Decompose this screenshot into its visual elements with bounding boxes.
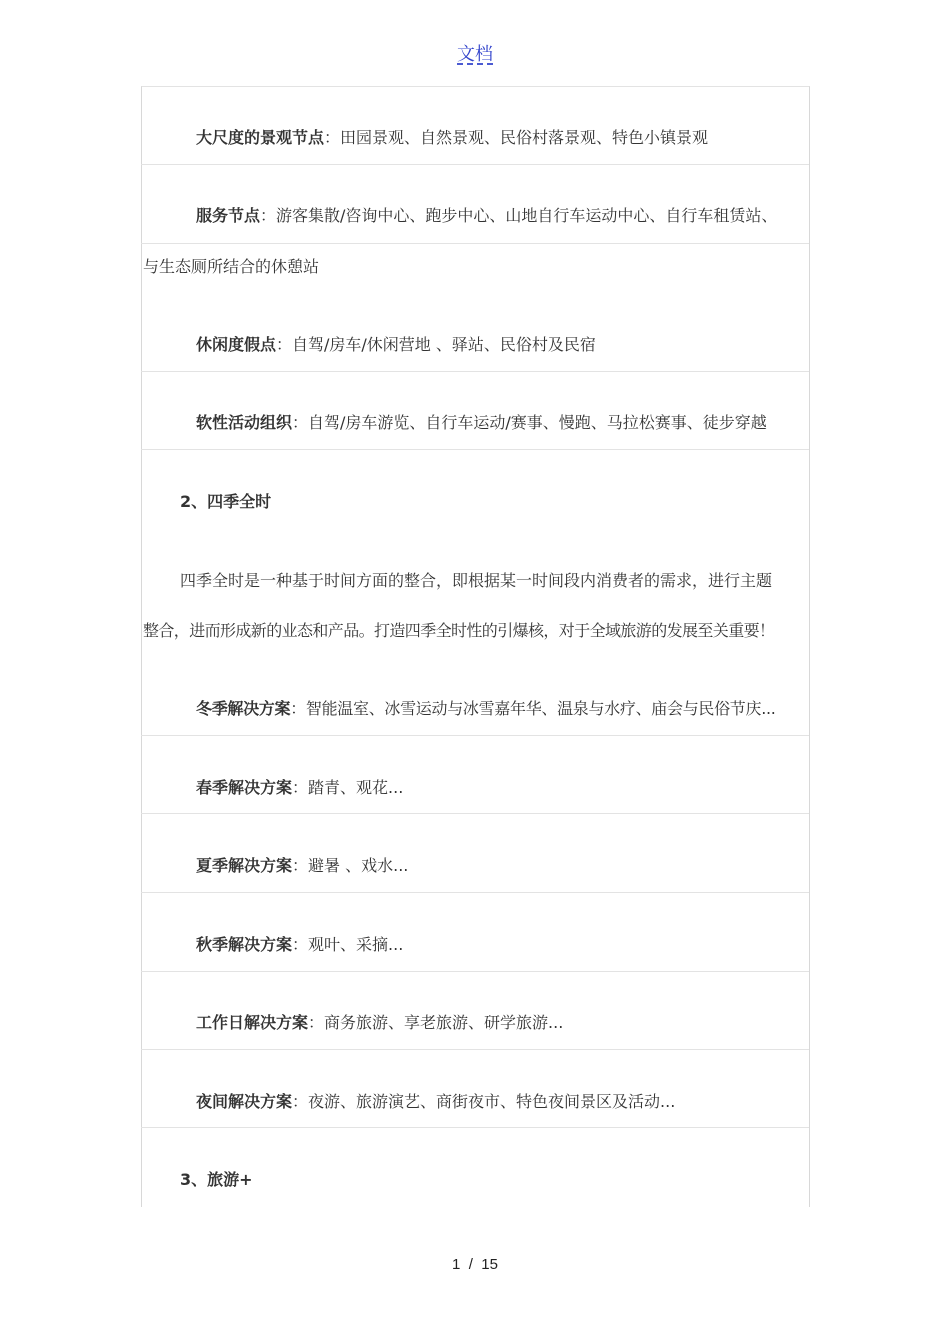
list-item-continuation: 与生态厕所结合的休憩站 <box>143 257 320 276</box>
section-heading: 3、旅游+ <box>180 1170 253 1189</box>
list-item: 夏季解决方案：避暑 、戏水... <box>196 856 409 875</box>
divider <box>141 1127 809 1128</box>
list-item: 冬季解决方案：智能温室、冰雪运动与冰雪嘉年华、温泉与水疗、庙会与民俗节庆... <box>196 699 776 718</box>
header-title-link[interactable]: 文档 <box>457 44 493 65</box>
content-frame <box>141 86 810 1207</box>
list-item: 大尺度的景观节点：田园景观、自然景观、民俗村落景观、特色小镇景观 <box>196 128 709 147</box>
divider <box>141 371 809 372</box>
divider <box>141 164 809 165</box>
list-item: 秋季解决方案：观叶、采摘... <box>196 935 404 954</box>
divider <box>141 735 809 736</box>
paragraph-line: 整合，进而形成新的业态和产品。打造四季全时性的引爆核，对于全域旅游的发展至关重要！ <box>143 621 775 640</box>
section-heading: 2、四季全时 <box>180 492 272 511</box>
divider <box>141 892 809 893</box>
list-item: 春季解决方案：踏青、观花... <box>196 778 404 797</box>
divider <box>141 813 809 814</box>
divider <box>141 449 809 450</box>
list-item: 休闲度假点：自驾/房车/休闲营地 、驿站、民俗村及民宿 <box>196 335 596 354</box>
list-item: 工作日解决方案：商务旅游、享老旅游、研学旅游... <box>196 1013 564 1032</box>
divider <box>141 243 809 244</box>
divider <box>141 1049 809 1050</box>
paragraph-line: 四季全时是一种基于时间方面的整合，即根据某一时间段内消费者的需求，进行主题 <box>180 571 773 590</box>
list-item: 软性活动组织：自驾/房车游览、自行车运动/赛事、慢跑、马拉松赛事、徒步穿越 <box>196 413 767 432</box>
list-item: 服务节点：游客集散/咨询中心、跑步中心、山地自行车运动中心、自行车租赁站、 <box>196 206 778 225</box>
list-item: 夜间解决方案：夜游、旅游演艺、商街夜市、特色夜间景区及活动... <box>196 1092 676 1111</box>
page-number: 1 / 15 <box>452 1256 498 1273</box>
divider <box>141 971 809 972</box>
